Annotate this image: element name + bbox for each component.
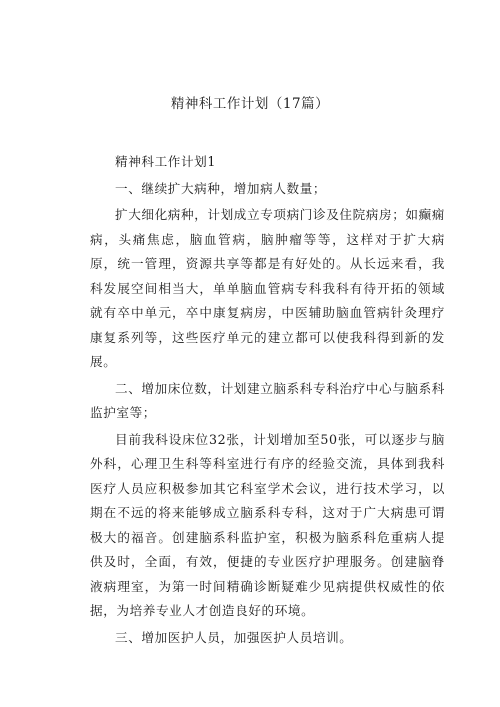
document-body (90, 150, 445, 652)
paragraph: 目前我科设床位32张，计划增加至50张，可以逐步与脑外科，心理卫生科等科室进行有序的经验交流，具体到我科医疗人员应积极参加其它科室学术会议，进行技术学习，以期在不远的将来能够成立脑系科专科，这对于广大病患可谓极大的福音。创建脑系科监护室，积极为脑系科危重病人提供及时，全面，有效，便捷的专业医疗护理服务。创建脑脊液病理室，为第一时间精确诊断疑难少见病提供权威性的依据，为培养专业人才创造良好的环境。 (90, 431, 445, 618)
paragraph: 扩大细化病种，计划成立专项病门诊及住院病房；如癫痫病，头痛焦虑，脑血管病，脑肿瘤等等，这样对于扩大病原，统一管理，资源共享等都是有好处的。从长远来看，我科发展空间相当大，单单脑血管病专科我科有待开拓的领域就有卒中单元，卒中康复病房，中医辅助脑血管病针灸理疗康复系列等，这些医疗单元的建立都可以使我科得到新的发展。 (90, 207, 445, 369)
paragraph: 一、继续扩大病种，增加病人数量； (115, 180, 327, 196)
paragraph: 二、增加床位数，计划建立脑系科专科治疗中心与脑系科监护室等； (90, 380, 445, 420)
document-title: 精神科工作计划（17篇） (170, 96, 330, 112)
paragraph: 三、增加医护人员，加强医护人员培训。 (115, 629, 353, 645)
section-heading: 精神科工作计划1 (115, 154, 216, 169)
